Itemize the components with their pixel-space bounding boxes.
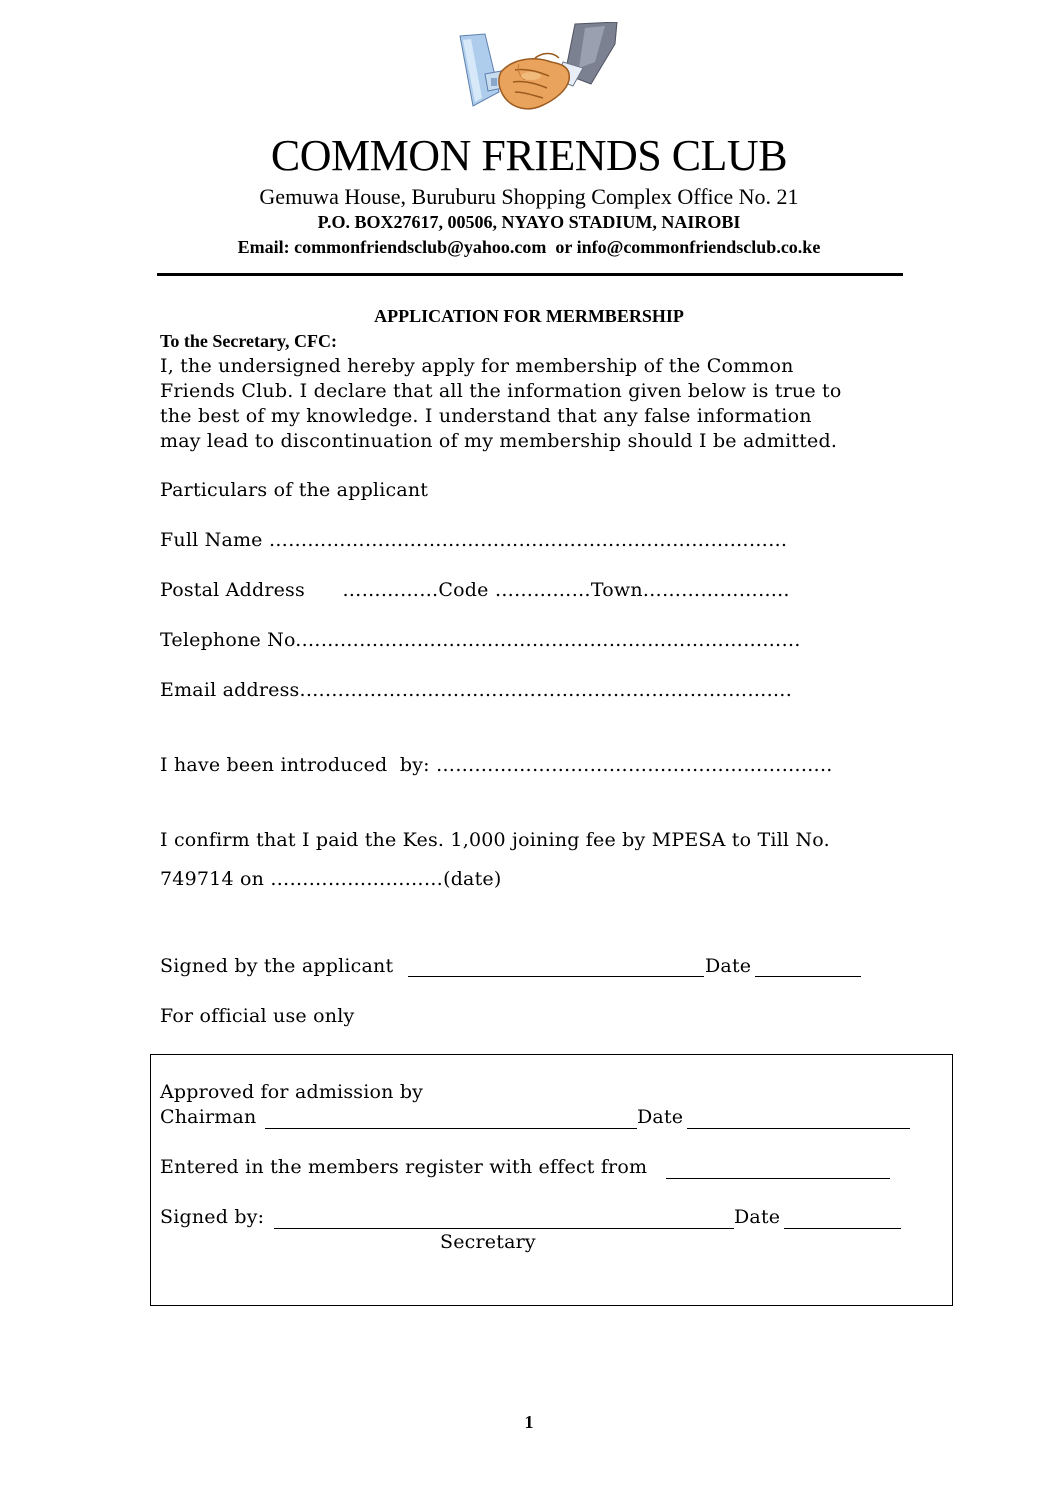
org-name: COMMON FRIENDS CLUB	[270, 131, 788, 180]
intro-paragraph	[160, 354, 842, 454]
chairman-date-label: Date	[637, 1106, 684, 1128]
official-use-label: For official use only	[160, 1005, 355, 1027]
applicant-signature-label: Signed by the applicant	[160, 955, 394, 977]
applicant-signature-line[interactable]	[408, 976, 704, 977]
telephone-field[interactable]: Telephone No.……………………………………………………………………	[160, 629, 801, 651]
header-divider	[157, 273, 903, 276]
secretary-signature-line[interactable]	[274, 1228, 734, 1229]
register-entry-label: Entered in the members register with effect from	[160, 1156, 648, 1178]
payment-confirmation-text: I confirm that I paid the Kes. 1,000 joining fee by MPESA to Till No.	[160, 829, 830, 851]
secretary-date-label: Date	[734, 1206, 781, 1228]
intro-line: may lead to discontinuation of my membership should I be admitted.	[160, 430, 838, 452]
address-line: Gemuwa House, Buruburu Shopping Complex Office No. 21	[259, 184, 799, 209]
email-line: Email: commonfriendsclub@yahoo.com or info@commonfriendsclub.co.ke	[237, 237, 821, 257]
secretary-label: Secretary	[440, 1231, 536, 1253]
postal-address-field[interactable]: Postal Address ……………Code ……………Town…………………..	[160, 579, 790, 601]
intro-line: the best of my knowledge. I understand that any false information	[160, 405, 812, 427]
particulars-label: Particulars of the applicant	[160, 479, 429, 501]
chairman-signature-line[interactable]	[265, 1128, 637, 1129]
email-field[interactable]: Email address.………………………………………………………………….	[160, 679, 792, 701]
po-box-line: P.O. BOX27617, 00506, NYAYO STADIUM, NAIROBI	[317, 212, 741, 232]
chairman-label: Chairman	[160, 1106, 257, 1128]
signed-by-label: Signed by:	[160, 1206, 271, 1228]
chairman-date-line[interactable]	[687, 1128, 910, 1129]
introduced-by-field[interactable]: I have been introduced by: ……………………………………………………..	[160, 754, 833, 776]
page-number: 1	[524, 1412, 534, 1432]
applicant-date-label: Date	[705, 955, 752, 977]
full-name-field[interactable]: Full Name ………………………………………………………………………	[160, 529, 788, 551]
intro-line: I, the undersigned hereby apply for membership of the Common	[160, 355, 794, 377]
payment-date-field[interactable]: 749714 on ………………………(date)	[160, 868, 502, 890]
addressee: To the Secretary, CFC:	[160, 331, 337, 351]
register-entry-line[interactable]	[666, 1178, 890, 1179]
applicant-date-line[interactable]	[755, 976, 861, 977]
handshake-logo-icon	[455, 22, 620, 117]
secretary-date-line[interactable]	[784, 1228, 901, 1229]
approved-label: Approved for admission by	[160, 1081, 424, 1103]
intro-line: Friends Club. I declare that all the information given below is true to	[160, 380, 842, 402]
form-heading: APPLICATION FOR MERMBERSHIP	[374, 306, 684, 326]
